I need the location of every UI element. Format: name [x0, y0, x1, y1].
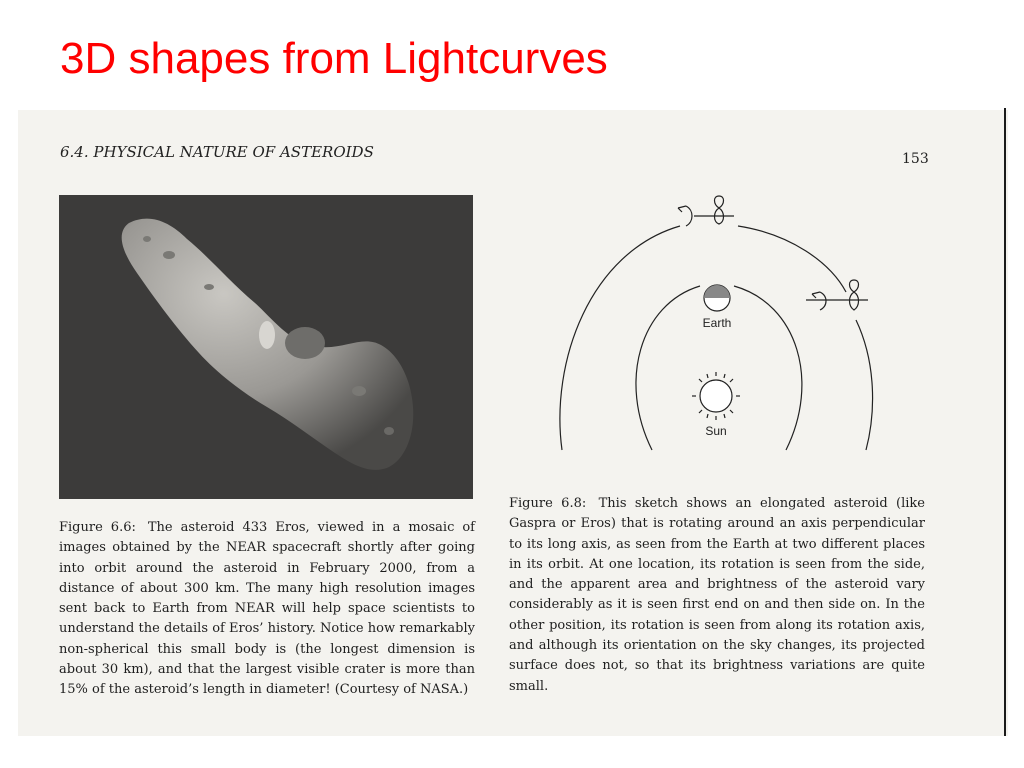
earth-label: Earth — [702, 316, 732, 330]
figure-caption-text: This sketch shows an elongated asteroid (like Gaspra or Eros) that is rotating around an axis perpendicular to its long axis, as seen from the Earth at two different places in its orbit. At one location, its rotation is seen from the side, and the apparent area and brightness of the asteroid vary considerably as it is seen first end on and then side on. In the other position, its rotation is seen from along its rotation axis, and although its orientation on the sky changes, its projected surface does not, so that its brightness variations are quite small. — [509, 496, 925, 694]
figure-label: Figure 6.8: — [509, 496, 587, 511]
rotating-asteroid-icon — [678, 196, 734, 226]
eros-photo — [59, 195, 473, 499]
sun-label: Sun — [705, 424, 727, 438]
outer-orbit-arc — [560, 226, 680, 450]
page-number: 153 — [902, 151, 929, 167]
earth-icon — [704, 285, 730, 311]
figure-6-8-caption — [509, 494, 925, 697]
crater — [163, 251, 175, 259]
figure-caption-text: The asteroid 433 Eros, viewed in a mosaic of images obtained by the NEAR spacecraft shortly after going into orbit around the asteroid in February 2000, from a distance of about 300 km. The many high resolution images sent back to Earth from NEAR will help space scientists to understand the details of Eros’ history. Notice how remarkably non-spherical this small body is (the longest dimension is about 30 km), and that the largest visible crater is more than 15% of the asteroid’s length in diameter! (Courtesy of NASA.) — [59, 520, 475, 698]
asteroid-orbit-sketch — [550, 192, 890, 460]
crater-highlight — [259, 321, 275, 349]
crater — [384, 427, 394, 435]
slide-title: 3D shapes from Lightcurves — [60, 34, 608, 83]
crater — [352, 386, 366, 396]
orbit-diagram — [550, 192, 890, 460]
sun-icon — [692, 372, 740, 420]
earth-orbit-arc — [636, 286, 700, 450]
figure-6-6-caption — [59, 518, 475, 701]
outer-orbit-arc — [738, 226, 846, 292]
outer-orbit-arc — [856, 320, 873, 450]
page-edge-rule — [1004, 108, 1006, 736]
eros-asteroid-image — [59, 195, 473, 499]
rotating-asteroid-icon — [806, 280, 868, 310]
earth-orbit-arc — [734, 286, 802, 450]
crater — [204, 284, 214, 290]
figure-label: Figure 6.6: — [59, 520, 136, 535]
crater — [143, 236, 151, 242]
large-crater — [285, 327, 325, 359]
running-head: 6.4. PHYSICAL NATURE OF ASTEROIDS — [60, 143, 374, 161]
